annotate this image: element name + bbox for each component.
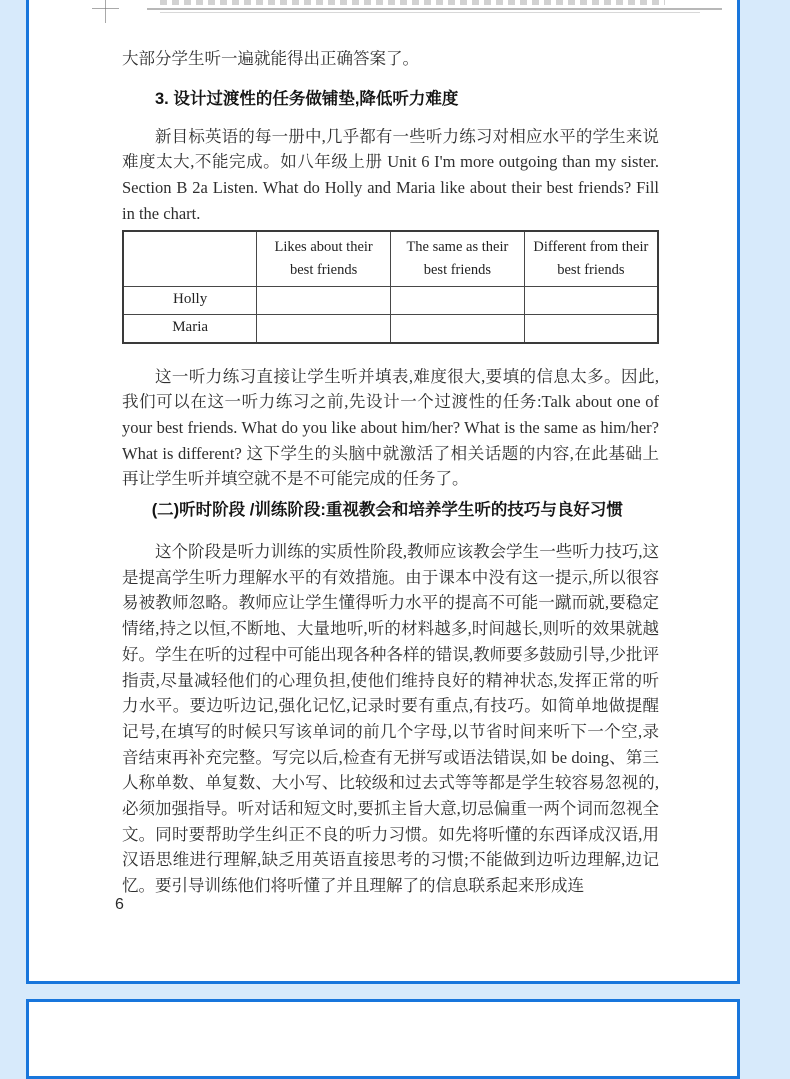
table-cell-empty bbox=[524, 286, 658, 314]
table-cell-empty bbox=[524, 314, 658, 343]
page-body-text bbox=[122, 46, 659, 899]
table-row-maria bbox=[123, 314, 658, 343]
page-number: 6 bbox=[115, 896, 124, 913]
table-header-likes: Likes about their best friends bbox=[257, 231, 391, 287]
scan-rule-artifact-2 bbox=[160, 12, 700, 13]
table-cell-empty bbox=[391, 314, 525, 343]
previous-page-text-artifact bbox=[160, 0, 665, 5]
table-header-row bbox=[123, 231, 658, 287]
table-header-different: Different from their best friends bbox=[524, 231, 658, 287]
crop-mark-horizontal-line bbox=[92, 8, 119, 9]
paragraph-after-table: 这一听力练习直接让学生听并填表,难度很大,要填的信息太多。因此,我们可以在这一听力练习之前,先设计一个过渡性的任务:Talk about one of your best friends. What do you like about him/her? What is the same as him/her? What is different? 这下学生的头脑中就激活了相关话题的内容,在此基础上再让学生听并填空就不是不可能完成的任务了。 bbox=[122, 366, 659, 489]
table-cell-empty bbox=[257, 286, 391, 314]
table-cell-empty bbox=[391, 286, 525, 314]
row-header-holly: Holly bbox=[123, 286, 257, 314]
row-header-maria: Maria bbox=[123, 314, 257, 343]
table-row-holly bbox=[123, 286, 658, 314]
paragraph-intro: 新目标英语的每一册中,几乎都有一些听力练习对相应水平的学生来说难度太大,不能完成。如八年级上册 Unit 6 I'm more outgoing than my sister. Section B 2a Listen. What do Holly and Maria like about their best friends? Fill in the chart. bbox=[122, 126, 659, 223]
next-page-card-partial bbox=[26, 999, 740, 1079]
table-header-same: The same as their best friends bbox=[391, 231, 525, 287]
table-cell-empty bbox=[257, 314, 391, 343]
scan-rule-artifact bbox=[147, 8, 722, 10]
table-corner-cell bbox=[123, 231, 257, 287]
paragraph-continuation: 大部分学生听一遍就能得出正确答案了。 bbox=[122, 49, 419, 68]
book-page-scan bbox=[26, 0, 740, 984]
crop-mark-vertical-line bbox=[105, 0, 106, 23]
paragraph-training: 这个阶段是听力训练的实质性阶段,教师应该教会学生一些听力技巧,这是提高学生听力理解水平的有效措施。由于课本中没有这一提示,所以很容易被教师忽略。教师应让学生懂得听力水平的提高不可能一蹴而就,要稳定情绪,持之以恒,不断地、大量地听,听的材料越多,时间越长,则听的效果就越好。学生在听的过程中可能出现各种各样的错误,教师要多鼓励引导,少批评指责,尽量减轻他们的心理负担,使他们维持良好的精神状态,发挥正常的听力水平。要边听边记,强化记忆,记录时要有重点,有技巧。如简单地做提醒记号,在填写的时候只写该单词的前几个字母,以节省时间来听下一个空,录音结束再补充完整。写完以后,检查有无拼写或语法错误,如 be doing、第三人称单数、单复数、大小写、比较级和过去式等等都是学生较容易忽视的,必须加强指导。听对话和短文时,要抓主旨大意,切忌偏重一两个词而忽视全文。同时要帮助学生纠正不良的听力习惯。如先将听懂的东西译成汉语,用汉语思维进行理解,缺乏用英语直接思考的习惯;不能做到边听边理解,边记忆。要引导训练他们将听懂了并且理解了的信息联系起来形成连 bbox=[122, 542, 659, 896]
section-heading-2: (二)听时阶段 /训练阶段:重视教会和培养学生听的技巧与良好习惯 bbox=[151, 501, 623, 520]
section-heading-3: 3. 设计过渡性的任务做铺垫,降低听力难度 bbox=[155, 89, 459, 108]
listening-chart-table bbox=[122, 230, 659, 344]
